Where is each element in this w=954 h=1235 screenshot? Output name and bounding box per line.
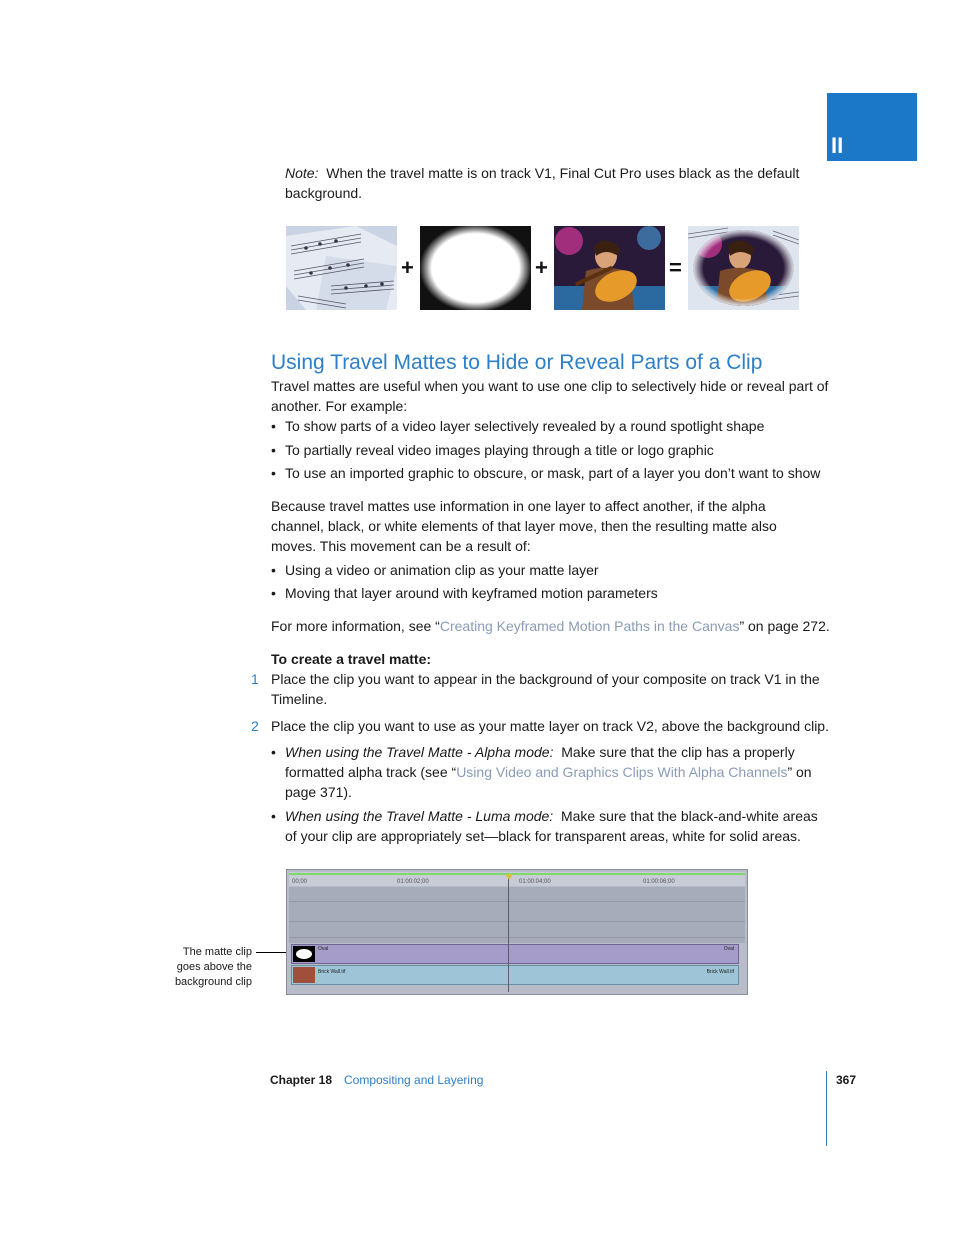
page-number: 367 — [836, 1073, 857, 1087]
cross-reference-link[interactable]: Using Video and Graphics Clips With Alpha Channels — [456, 764, 788, 780]
list-item — [271, 560, 831, 580]
mode-label: When using the Travel Matte - Luma mode: — [285, 808, 554, 824]
more-info-prefix: For more information, see “ — [271, 618, 440, 634]
more-info-suffix: ” on page 272. — [739, 618, 830, 634]
sub-bullet-text: Make sure that the clip has a properly formatted alpha track (see “ — [285, 744, 795, 780]
list-item-text: To partially reveal video images playing through a title or logo graphic — [285, 442, 714, 458]
list-item-text — [285, 742, 820, 802]
section-tab — [827, 93, 917, 161]
playhead-marker-icon[interactable] — [505, 874, 513, 880]
timecode-label: 01:00:06;00 — [643, 879, 675, 885]
playhead[interactable] — [508, 874, 509, 992]
footer-chapter: Chapter 18 — [270, 1073, 333, 1087]
list-item-text: To use an imported graphic to obscure, or mask, part of a layer you don’t want to show — [285, 465, 821, 481]
timecode-label: 01:00:04;00 — [519, 879, 551, 885]
clip-name-start: Brick Wall.tif — [318, 969, 346, 975]
footer-chapter-title[interactable]: Compositing and Layering — [344, 1073, 484, 1087]
bullet-marker: • — [271, 585, 276, 601]
list-item — [271, 416, 831, 436]
matte-clip-v2[interactable] — [291, 944, 739, 964]
step-text: Place the clip you want to appear in the background of your composite on track V1 in the Timeline. — [271, 671, 820, 707]
list-item-text: Moving that layer around with keyframed motion parameters — [285, 585, 658, 601]
matte-clip-thumbnail — [293, 946, 315, 962]
plus-operator-1: + — [401, 255, 414, 280]
cross-reference-link[interactable]: Creating Keyframed Motion Paths in the Canvas — [439, 618, 740, 634]
list-item — [271, 806, 831, 848]
timeline-ruler[interactable] — [289, 872, 745, 886]
bullet-marker: • — [271, 562, 276, 578]
timecode-label: 01:00:02;00 — [397, 879, 429, 885]
section-tab-label: II — [831, 133, 844, 158]
list-item — [271, 463, 831, 483]
step-number: 2 — [251, 718, 259, 734]
step-number: 1 — [251, 671, 259, 687]
guitarist-image — [554, 226, 665, 310]
intro-paragraph: Travel mattes are useful when you want to use one clip to selectively hide or reveal part of another. For example: — [271, 378, 829, 414]
note-label: Note: — [285, 165, 319, 181]
note-text: When the travel matte is on track V1, Final Cut Pro uses black as the default background. — [285, 165, 800, 201]
list-item-text — [285, 806, 820, 846]
sheet-music-image — [286, 226, 397, 310]
clip-name-end: Oval — [723, 946, 734, 952]
bullet-marker: • — [271, 418, 276, 434]
list-item — [271, 742, 831, 804]
clip-name-start: Oval — [318, 946, 329, 952]
note-paragraph — [285, 163, 830, 203]
sub-bullet-text-end: ” on page 371). — [285, 764, 812, 800]
mode-label: When using the Travel Matte - Alpha mode: — [285, 744, 554, 760]
callout-text: The matte clip goes above the background clip — [174, 946, 252, 988]
sub-bullet-text: Make sure that the black-and-white areas of your clip are appropriately set—black for transparent areas, white for solid areas. — [285, 808, 818, 844]
equals-operator: = — [669, 255, 682, 280]
bullet-marker: • — [271, 744, 276, 760]
body-paragraph: Because travel mattes use information in one layer to affect another, if the alpha channel, black, or white elements of that layer move, then the resulting matte also moves. This movement can be a result of: — [271, 498, 777, 554]
timeline-window — [286, 869, 748, 995]
empty-tracks-area — [289, 887, 745, 943]
more-info-paragraph — [271, 616, 841, 636]
step-text: Place the clip you want to use as your matte layer on track V2, above the background clip. — [271, 718, 829, 734]
procedure-title: To create a travel matte: — [271, 651, 432, 667]
list-item — [271, 583, 831, 603]
brick-wall-thumbnail — [293, 967, 315, 983]
composite-result-image — [688, 226, 799, 310]
clip-name-end: Brick Wall.tif — [706, 969, 734, 975]
section-heading: Using Travel Mattes to Hide or Reveal Parts of a Clip — [271, 351, 763, 374]
list-item-text: Using a video or animation clip as your matte layer — [285, 562, 599, 578]
list-item-text: To show parts of a video layer selectively revealed by a round spotlight shape — [285, 418, 765, 434]
oval-matte-image — [420, 226, 531, 310]
bullet-marker: • — [271, 808, 276, 824]
background-clip-v1[interactable] — [291, 965, 739, 985]
footer-divider — [826, 1071, 827, 1146]
bullet-marker: • — [271, 442, 276, 458]
render-bar — [289, 873, 745, 875]
bullet-marker: • — [271, 465, 276, 481]
plus-operator-2: + — [535, 255, 548, 280]
timecode-label: 00;00 — [292, 879, 308, 885]
list-item — [271, 440, 831, 460]
